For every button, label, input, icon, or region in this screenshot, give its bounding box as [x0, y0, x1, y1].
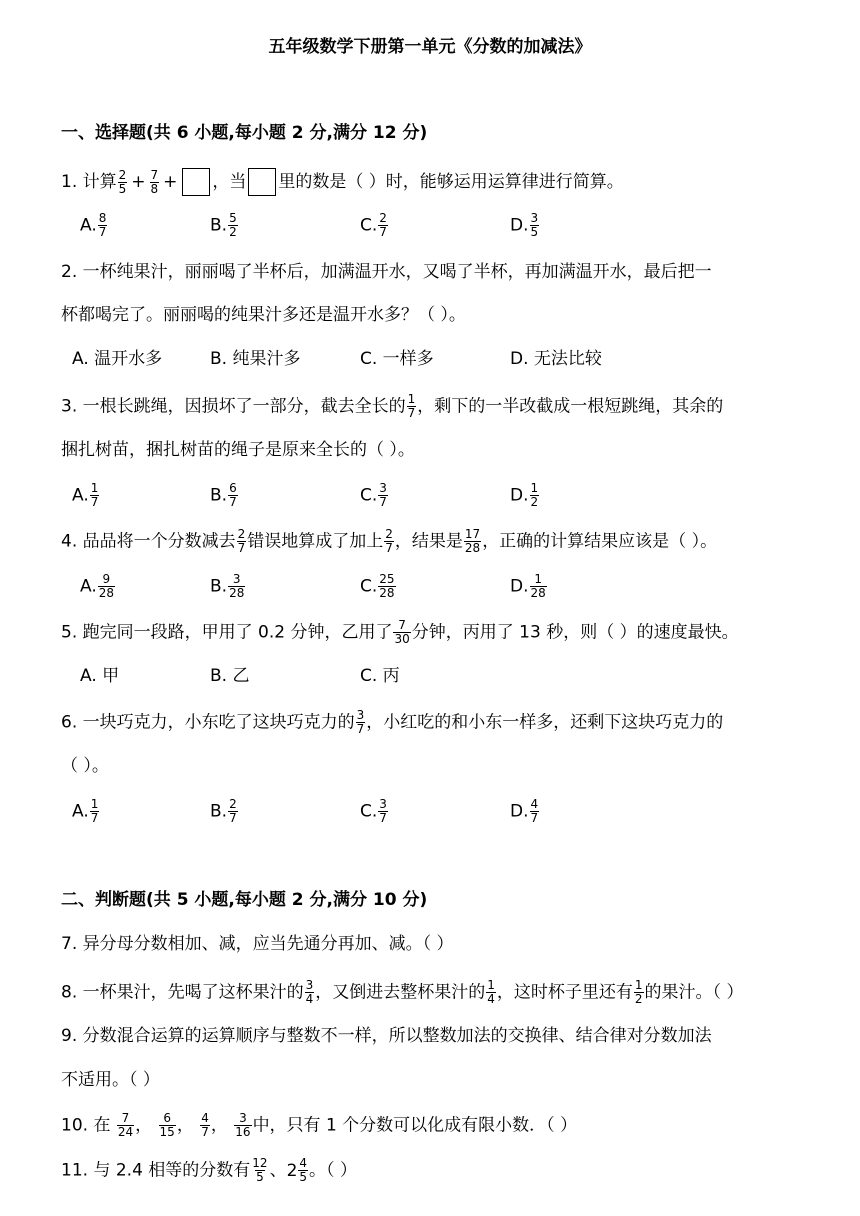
question-3-line-2: 捆扎树苗，捆扎树苗的绳子是原来全长的（ ）。: [61, 440, 415, 460]
page-title: 五年级数学下册第一单元《分数的加减法》: [268, 37, 592, 57]
question-2-line-2: 杯都喝完了。丽丽喝的纯果汁多还是温开水多？（ ）。: [61, 305, 466, 325]
option-d[interactable]: D. $\frac{1}{2}$: [510, 481, 539, 509]
fraction: $\frac{7}{24}$: [117, 1111, 134, 1139]
question-3-line-1: 3. 一根长跳绳，因损坏了一部分，截去全长的 $\frac{1}{7}$ ，剩下的一半改截成一根短跳绳，其余的: [61, 392, 724, 420]
fraction: $\frac{17}{28}$: [464, 527, 481, 555]
question-4: 4. 品品将一个分数减去 $\frac{2}{7}$ 错误地算成了加上 $\frac{2}{7}$ ，结果是 $\frac{17}{28}$ ，正确的计算结果应该是（ ）。: [61, 527, 718, 555]
option-b[interactable]: B. $\frac{5}{2}$: [210, 211, 237, 239]
section-heading-choice: 一、选择题(共 6 小题,每小题 2 分,满分 12 分): [61, 123, 428, 143]
q1-text-b: ，当: [212, 172, 247, 192]
question-7: 7. 异分母分数相加、减，应当先通分再加、减。（ ）: [61, 934, 454, 954]
option-b[interactable]: B. 纯果汁多: [210, 349, 301, 369]
q1-text-c: 里的数是（ ）时，能够运用运算律进行简算。: [278, 172, 624, 192]
question-9-line-1: 9. 分数混合运算的运算顺序与整数不一样，所以整数加法的交换律、结合律对分数加法: [61, 1026, 712, 1046]
question-8: 8. 一杯果汁，先喝了这杯果汁的 $\frac{3}{4}$ ，又倒进去整杯果汁的 $\frac{1}{4}$ ，这时杯子里还有 $\frac{1}{2}$ 的果汁。（ ）: [61, 978, 744, 1006]
fraction: $\frac{3}{4}$: [305, 978, 314, 1006]
question-6-line-1: 6. 一块巧克力，小东吃了这块巧克力的 $\frac{3}{7}$ ，小红吃的和小东一样多，还剩下这块巧克力的: [61, 708, 724, 736]
section-heading-judge: 二、判断题(共 5 小题,每小题 2 分,满分 10 分): [61, 890, 428, 910]
question-9-line-2: 不适用。（ ）: [61, 1070, 160, 1090]
fraction: $\frac{4}{7}$: [201, 1111, 209, 1139]
option-b[interactable]: B. $\frac{6}{7}$: [210, 481, 237, 509]
option-c[interactable]: C. $\frac{3}{7}$: [360, 797, 387, 825]
option-c[interactable]: C. $\frac{2}{7}$: [360, 211, 387, 239]
option-c[interactable]: C. $\frac{3}{7}$: [360, 481, 387, 509]
fraction: $\frac{7}{30}$: [394, 618, 410, 646]
answer-box[interactable]: [182, 168, 210, 196]
option-b[interactable]: B. $\frac{3}{28}$: [210, 572, 245, 600]
question-11: 11. 与 2.4 相等的分数有 $\frac{12}{5}$ 、 2 $\frac{4}{5}$ 。（ ）: [61, 1156, 357, 1184]
fraction: $\frac{7}{8}$: [150, 167, 159, 196]
fraction: $\frac{1}{4}$: [487, 978, 495, 1006]
option-c[interactable]: C. 一样多: [360, 349, 434, 369]
option-d[interactable]: D. $\frac{4}{7}$: [510, 797, 539, 825]
mixed-number: 2 $\frac{4}{5}$: [286, 1156, 308, 1184]
question-6-line-2: （ ）。: [61, 756, 109, 776]
option-a[interactable]: A. $\frac{9}{28}$: [80, 572, 115, 600]
q1-text-a: 1. 计算: [61, 172, 117, 192]
option-a[interactable]: A. $\frac{1}{7}$: [72, 797, 99, 825]
option-b[interactable]: B. $\frac{2}{7}$: [210, 797, 237, 825]
option-d[interactable]: D. $\frac{1}{28}$: [510, 572, 546, 600]
option-a[interactable]: A. $\frac{1}{7}$: [72, 481, 99, 509]
question-2-line-1: 2. 一杯纯果汁，丽丽喝了半杯后，加满温开水，又喝了半杯，再加满温开水，最后把一: [61, 262, 712, 282]
fraction: $\frac{2}{7}$: [237, 527, 246, 555]
option-a[interactable]: A. 甲: [80, 666, 120, 686]
answer-box[interactable]: [248, 168, 276, 196]
option-b[interactable]: B. 乙: [210, 666, 250, 686]
fraction: $\frac{1}{2}$: [634, 978, 643, 1006]
fraction: $\frac{3}{7}$: [356, 708, 365, 736]
option-d[interactable]: D. 无法比较: [510, 349, 602, 369]
fraction: $\frac{2}{7}$: [385, 527, 393, 555]
question-10: 10. 在 $\frac{7}{24}$ ， $\frac{6}{15}$ ， $\frac{4}{7}$ ， $\frac{3}{16}$ 中，只有 1 个分数可以化成有限小数．（ ）: [61, 1111, 578, 1139]
question-5: 5. 跑完同一段路，甲用了 0.2 分钟，乙用了 $\frac{7}{30}$ 分钟，丙用了 13 秒，则（ ）的速度最快。: [61, 618, 739, 646]
option-a[interactable]: A. 温开水多: [72, 349, 163, 369]
question-1: [61, 168, 624, 196]
option-a[interactable]: A. $\frac{8}{7}$: [80, 211, 107, 239]
option-d[interactable]: D. $\frac{3}{5}$: [510, 211, 539, 239]
option-c[interactable]: C. 丙: [360, 666, 400, 686]
fraction: $\frac{12}{5}$: [252, 1156, 268, 1184]
option-c[interactable]: C. $\frac{25}{28}$: [360, 572, 395, 600]
fraction: $\frac{2}{5}$: [118, 167, 127, 196]
fraction: $\frac{3}{16}$: [235, 1111, 251, 1139]
fraction: $\frac{1}{7}$: [407, 392, 416, 420]
plus-sign: +: [131, 172, 146, 192]
plus-sign: +: [163, 172, 178, 192]
fraction: $\frac{6}{15}$: [159, 1111, 175, 1139]
